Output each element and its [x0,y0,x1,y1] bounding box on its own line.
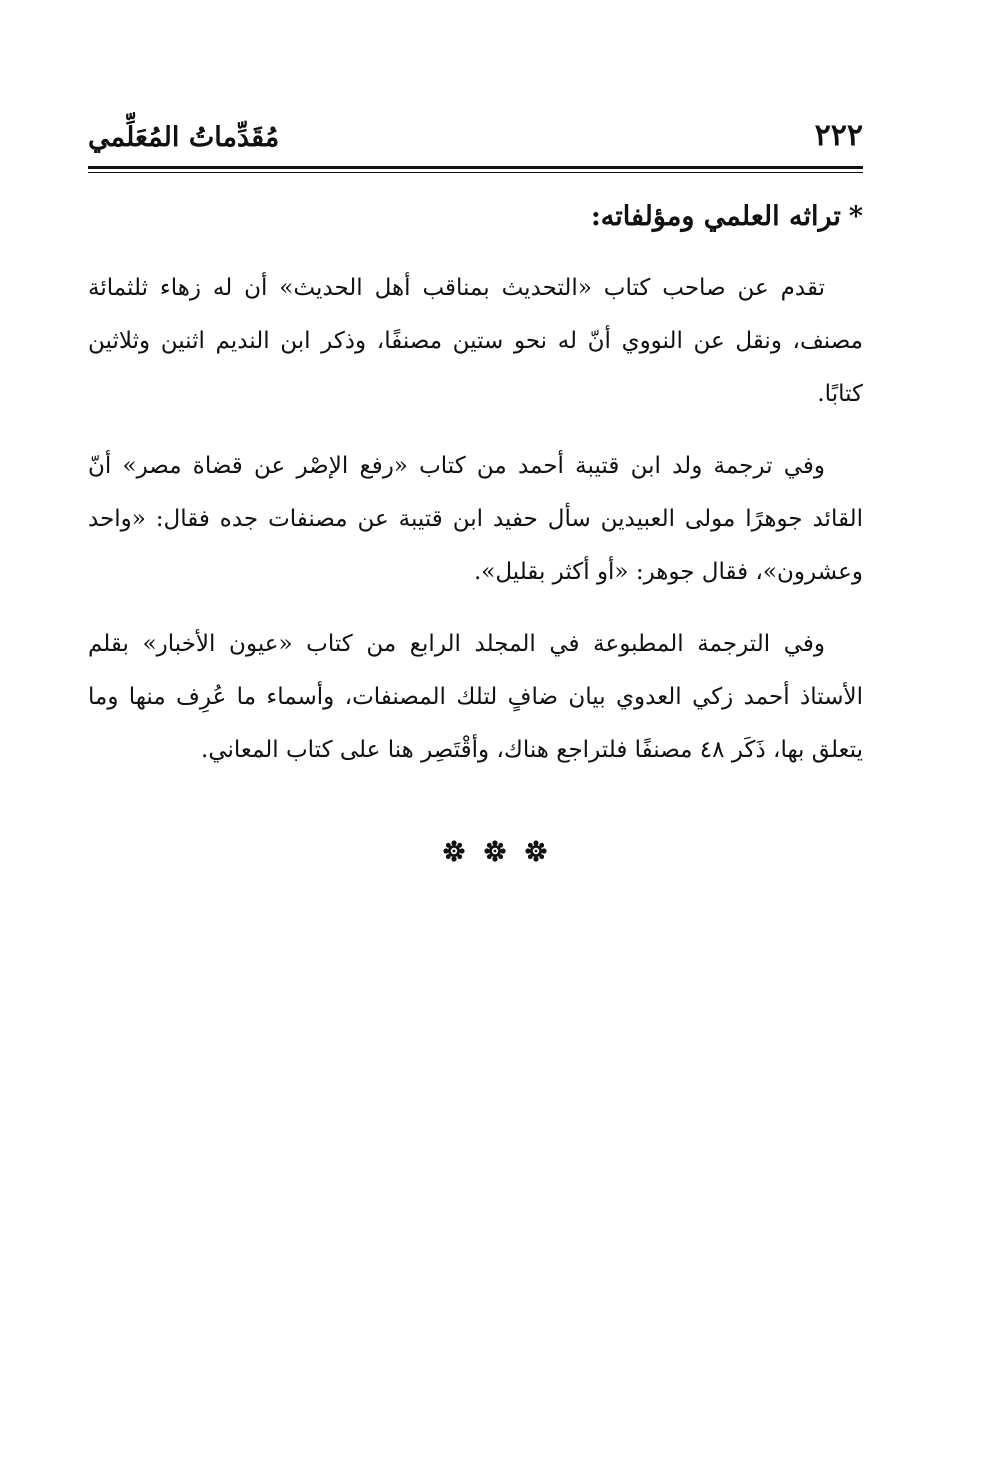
page-header [88,118,863,164]
running-title: مُقَدِّماتُ المُعَلِّمي [88,122,280,153]
section-heading [88,192,863,242]
header-rule-thin [88,172,863,173]
flower-ornament-icon [484,840,506,862]
section-end-ornaments [0,840,990,862]
paragraph: تقدم عن صاحب كتاب «التحديث بمناقب أهل الحديث» أن له زهاء ثلثمائة مصنف، ونقل عن النووي أنّ له نحو ستين مصنفًا، وذكر ابن النديم اثنين وثلاثين كتابًا. [88,275,863,407]
page-body [88,192,863,796]
page-number: ٢٢٢ [814,118,863,153]
header-rule-thick [88,166,863,169]
paragraph: وفي ترجمة ولد ابن قتيبة أحمد من كتاب «رفع الإصْر عن قضاة مصر» أنّ القائد جوهرًا مولى العبيدين سأل حفيد ابن قتيبة عن مصنفات جده فقال: «واحد وعشرون»، فقال جوهر: «أو أكثر بقليل». [88,453,863,585]
flower-ornament-icon [443,840,465,862]
paragraph: وفي الترجمة المطبوعة في المجلد الرابع من كتاب «عيون الأخبار» بقلم الأستاذ أحمد زكي العدوي بيان ضافٍ لتلك المصنفات، وأسماء ما عُرِف منها وما يتعلق بها، ذَكَر ٤٨ مصنفًا فلتراجع هناك، وأقْتَصِر هنا على كتاب المعاني. [88,631,863,763]
flower-ornament-icon [525,840,547,862]
asterisk-marker: * [848,201,863,232]
section-heading-text: تراثه العلمي ومؤلفاته: [590,201,841,232]
